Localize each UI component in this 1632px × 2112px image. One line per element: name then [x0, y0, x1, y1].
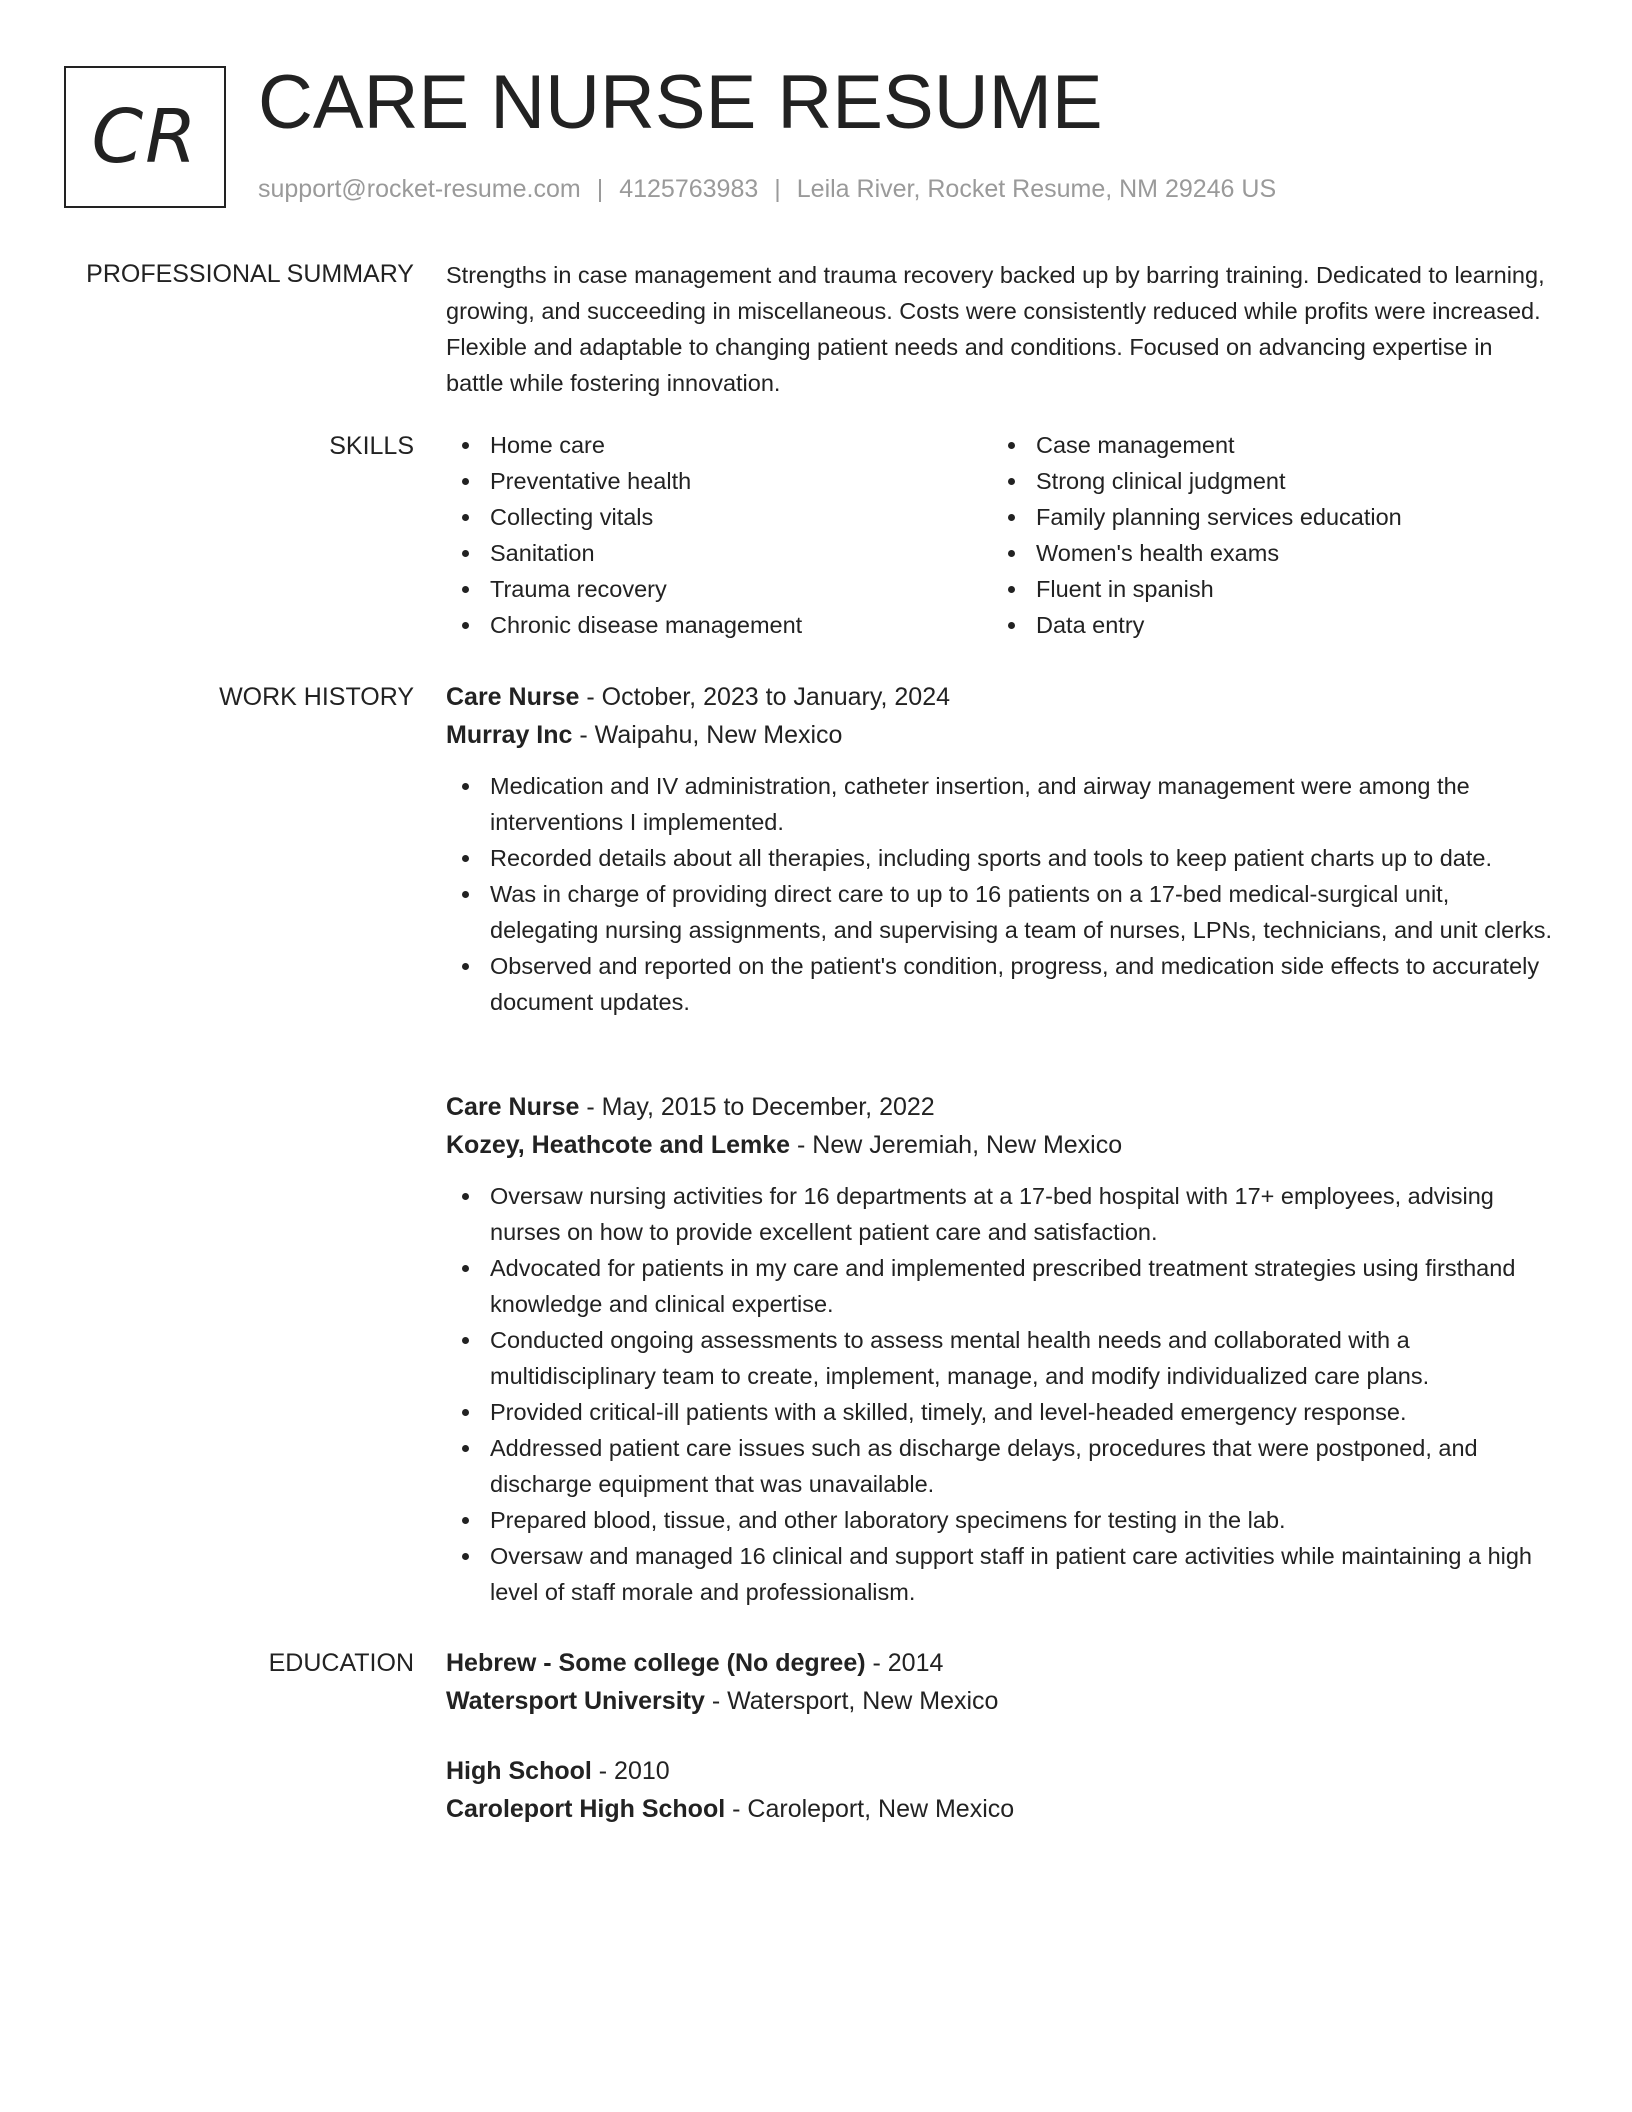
- job-bullet: Recorded details about all therapies, including sports and tools to keep patient charts up to date.: [446, 840, 1556, 876]
- education-entry: [446, 1644, 1556, 1720]
- education-school-line: [446, 1682, 1556, 1720]
- job-title: Care Nurse: [446, 1093, 580, 1121]
- education-school: Watersport University: [446, 1687, 705, 1715]
- job-bullet: Observed and reported on the patient's condition, progress, and medication side effects to accurately document updates.: [446, 948, 1556, 1020]
- contact-email[interactable]: support@rocket-resume.com: [258, 175, 581, 203]
- job-bullet: Medication and IV administration, catheter insertion, and airway management were among the interventions I implemented.: [446, 768, 1556, 840]
- job-bullet: Advocated for patients in my care and implemented prescribed treatment strategies using firsthand knowledge and clinical expertise.: [446, 1250, 1556, 1322]
- job-bullet: Addressed patient care issues such as discharge delays, procedures that were postponed, and discharge equipment that was unavailable.: [446, 1430, 1556, 1502]
- job-dates: - October, 2023 to January, 2024: [579, 683, 951, 711]
- job-company-line: [446, 716, 1556, 754]
- job-bullet: Oversaw and managed 16 clinical and support staff in patient care activities while maintaining a high level of staff morale and professionalism.: [446, 1538, 1556, 1610]
- education-degree-line: [446, 1644, 1556, 1682]
- job-company-line: [446, 1126, 1556, 1164]
- skill-item: Collecting vitals: [446, 499, 992, 535]
- contact-line: [258, 174, 1276, 204]
- contact-separator: |: [596, 175, 604, 203]
- education-location: - Caroleport, New Mexico: [725, 1795, 1015, 1823]
- contact-phone[interactable]: 4125763983: [619, 175, 759, 203]
- skill-item: Trauma recovery: [446, 571, 992, 607]
- job-title: Care Nurse: [446, 683, 580, 711]
- job-dates: - May, 2015 to December, 2022: [579, 1093, 935, 1121]
- monogram-initials: CR: [91, 94, 199, 180]
- skill-item: Home care: [446, 427, 992, 463]
- job-title-line: [446, 678, 1556, 716]
- skill-item: Women's health exams: [992, 535, 1538, 571]
- skill-item: Family planning services education: [992, 499, 1538, 535]
- job-company: Murray Inc: [446, 721, 573, 749]
- job-bullets: [446, 768, 1556, 1020]
- section-label-summary: PROFESSIONAL SUMMARY: [86, 260, 414, 288]
- education-school-line: [446, 1790, 1556, 1828]
- skills-list: [446, 427, 1556, 643]
- job-bullets: [446, 1178, 1556, 1610]
- job-title-line: [446, 1088, 1556, 1126]
- job-bullet: Was in charge of providing direct care to up to 16 patients on a 17-bed medical-surgical unit, delegating nursing assignments, and supervising a team of nurses, LPNs, technicians, and unit clerks.: [446, 876, 1556, 948]
- section-label-work-history: WORK HISTORY: [219, 683, 414, 711]
- job-entry: [446, 1088, 1556, 1610]
- skill-item: Fluent in spanish: [992, 571, 1538, 607]
- job-bullet: Conducted ongoing assessments to assess mental health needs and collaborated with a multidisciplinary team to create, implement, manage, and modify individualized care plans.: [446, 1322, 1556, 1394]
- job-bullet: Oversaw nursing activities for 16 departments at a 17-bed hospital with 17+ employees, advising nurses on how to provide excellent patient care and satisfaction.: [446, 1178, 1556, 1250]
- job-entry: [446, 678, 1556, 1020]
- skill-item: Sanitation: [446, 535, 992, 571]
- education-year: - 2010: [591, 1757, 670, 1785]
- skill-item: Preventative health: [446, 463, 992, 499]
- job-location: - New Jeremiah, New Mexico: [790, 1131, 1123, 1159]
- skills-column-left: [446, 427, 992, 643]
- skill-item: Chronic disease management: [446, 607, 992, 643]
- education-entry: [446, 1752, 1556, 1828]
- job-location: - Waipahu, New Mexico: [572, 721, 843, 749]
- section-label-education: EDUCATION: [268, 1649, 414, 1677]
- job-bullet: Provided critical-ill patients with a skilled, timely, and level-headed emergency response.: [446, 1394, 1556, 1430]
- skills-column-right: [992, 427, 1538, 643]
- monogram-badge: [64, 66, 226, 208]
- skill-item: Data entry: [992, 607, 1538, 643]
- section-label-skills: SKILLS: [329, 432, 414, 460]
- education-degree: High School: [446, 1757, 592, 1785]
- job-bullet: Prepared blood, tissue, and other laboratory specimens for testing in the lab.: [446, 1502, 1556, 1538]
- education-school: Caroleport High School: [446, 1795, 726, 1823]
- skill-item: Strong clinical judgment: [992, 463, 1538, 499]
- summary-text: Strengths in case management and trauma recovery backed up by barring training. Dedicated to learning, growing, and succeeding in miscellaneous. Costs were consistently reduced while profits were increased. Flexible and adaptable to changing patient needs and conditions. Focused on advancing expertise in battle while fostering innovation.: [446, 262, 1545, 396]
- contact-separator: |: [774, 175, 781, 203]
- skill-item: Case management: [992, 427, 1538, 463]
- page-title: CARE NURSE RESUME: [258, 60, 1103, 145]
- education-year: - 2014: [865, 1649, 944, 1677]
- education-location: - Watersport, New Mexico: [704, 1687, 999, 1715]
- education-degree: Hebrew - Some college (No degree): [446, 1649, 866, 1677]
- contact-address: Leila River, Rocket Resume, NM 29246 US: [796, 175, 1277, 203]
- job-company: Kozey, Heathcote and Lemke: [446, 1131, 791, 1159]
- education-degree-line: [446, 1752, 1556, 1790]
